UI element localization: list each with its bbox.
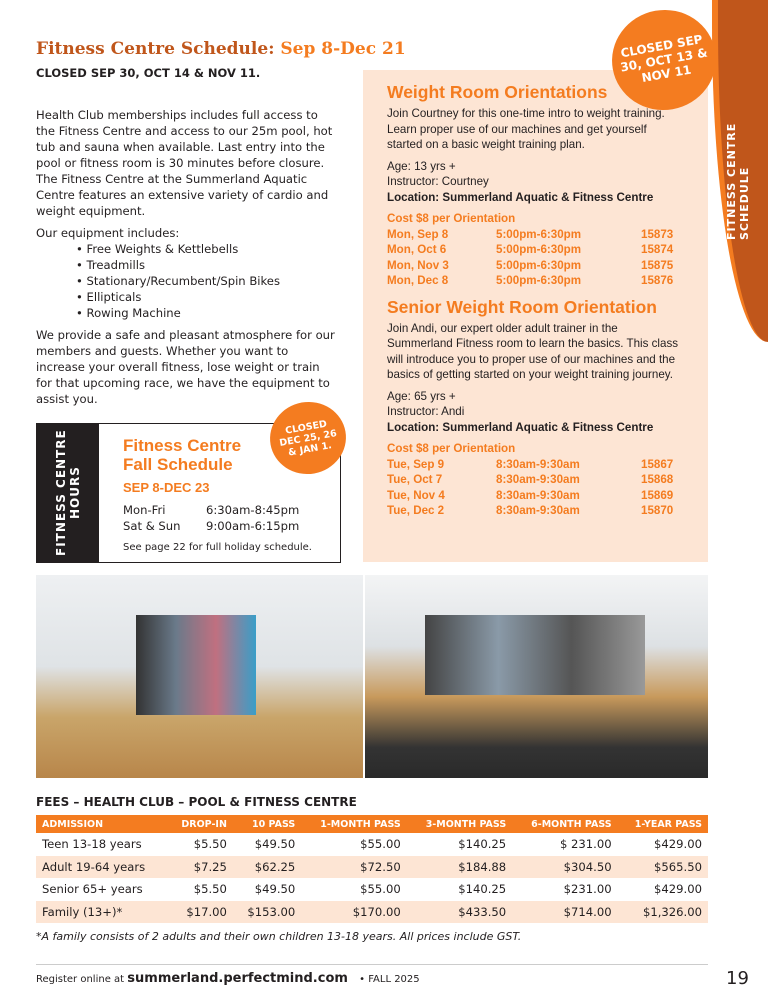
session-row [387,242,684,258]
hours-row [123,502,312,518]
session-date: Tue, Nov 4 [387,488,445,502]
senior-sessions [387,457,684,519]
senior-desc: Join Andi, our expert older adult trainer in the Summerland Fitness room to learn the basics. This class will introduce you to proper use of our machines and the basics of getting started on your weight training journey. [387,321,679,381]
instructor: Instructor: Andi [387,405,465,418]
list-item: • Free Weights & Kettlebells [76,241,336,257]
table-cell: $17.00 [167,901,233,924]
list-item: • Treadmills [76,257,336,273]
session-time: 8:30am-9:30am [496,457,580,471]
table-cell: $170.00 [301,901,406,924]
course-code: 15870 [641,504,674,517]
holiday-badge: CLOSED DEC 25, 26 & JAN 1. [264,396,351,480]
session-date: Tue, Dec 2 [387,504,445,517]
page-title [36,39,406,59]
table-cell: $184.88 [407,856,512,879]
intro-p1: Health Club memberships includes full access to the Fitness Centre and access to our 25m pool, hot tub and sauna when available. Last entry into the pool or fitness room is 30 minutes before closure. [36,108,333,170]
closed-badge: CLOSED SEP 30, OCT 13 & NOV 11 [604,2,724,119]
table-row [36,833,708,856]
weight-room-sessions [387,227,684,289]
table-row [36,878,708,901]
senior-title: Senior Weight Room Orientation [387,296,657,317]
column-header: 6-MONTH PASS [512,815,617,833]
session-row [387,472,684,488]
session-date: Mon, Oct 6 [387,243,447,256]
course-code: 15873 [641,227,674,241]
table-cell: $49.50 [254,837,296,852]
instructor: Instructor: Courtney [387,175,489,188]
column-header: 3-MONTH PASS [407,815,512,833]
table-cell: $714.00 [512,901,617,924]
session-row [387,258,684,274]
table-cell: $140.25 [458,837,507,852]
course-code: 15876 [641,274,674,287]
holiday-note: See page 22 for full holiday schedule. [123,542,312,553]
session-date: Tue, Oct 7 [387,473,443,486]
table-cell: $5.50 [193,837,227,852]
table-cell: Senior 65+ years [42,882,143,897]
time: 6:30am-8:45pm [206,503,300,517]
session-row [387,227,684,243]
table-cell: $49.50 [254,882,296,897]
table-row [36,856,708,879]
days: Mon-Fri [123,503,166,517]
cost: Cost $8 per Orientation [387,212,516,225]
column-header: 1-YEAR PASS [618,815,708,833]
course-code: 15867 [641,457,674,471]
equipment-label: Our equipment includes: [36,226,180,240]
session-date: Mon, Dec 8 [387,274,449,287]
table-cell: $429.00 [654,837,702,852]
orientation-panel [363,70,708,562]
session-time: 5:00pm-6:30pm [496,227,582,241]
table-cell: $62.25 [233,856,301,879]
table-cell: $433.50 [407,901,512,924]
column-header: 10 PASS [233,815,301,833]
course-code: 15869 [641,488,674,502]
time: 9:00am-6:15pm [206,519,300,533]
register-link[interactable]: summerland.perfectmind.com [127,971,348,986]
session-row [387,273,684,289]
closed-dates: CLOSED SEP 30, OCT 14 & NOV 11. [36,66,261,80]
table-cell: Teen 13-18 years [42,837,142,852]
page-title-dates: Sep 8-Dec 21 [280,39,406,59]
table-cell: $429.00 [654,882,702,897]
table-cell: Adult 19-64 years [36,856,167,879]
hours-title: Fitness Centre Fall Schedule [123,436,242,474]
season: • FALL 2025 [359,974,420,985]
weight-room-desc: Join Courtney for this one-time intro to weight training. Learn proper use of our machines and get yourself started on a basic weight training plan. [387,107,665,151]
column-header: DROP-IN [167,815,233,833]
location: Location: Summerland Aquatic & Fitness Centre [387,420,654,434]
hours-row [123,518,312,534]
page-number: 19 [726,968,749,989]
course-code: 15874 [641,243,674,256]
table-cell: $7.25 [167,856,233,879]
cost: Cost $8 per Orientation [387,442,516,455]
footer [36,964,708,986]
fitness-photo-machines [365,575,708,778]
intro-p2: The Fitness Centre at the Summerland Aquatic Centre features an extensive variety of cardio and weight equipment. [36,172,329,218]
table-cell: $55.00 [360,882,401,897]
session-row [387,503,684,519]
list-item: • Ellipticals [76,289,336,305]
table-cell: $1,326.00 [618,901,708,924]
fees-note: *A family consists of 2 adults and their own children 13-18 years. All prices include GST. [36,930,522,943]
fees-table [36,815,708,923]
session-date: Mon, Sep 8 [387,227,449,241]
session-date: Mon, Nov 3 [387,258,449,272]
weight-room-title: Weight Room Orientations [387,82,608,102]
session-time: 8:30am-9:30am [496,488,580,502]
session-time: 5:00pm-6:30pm [496,243,582,256]
session-time: 5:00pm-6:30pm [496,274,582,287]
session-row [387,488,684,504]
hours-dates: SEP 8-DEC 23 [123,480,210,495]
session-time: 8:30am-9:30am [496,473,580,486]
side-band-label: FITNESS CENTRE SCHEDULE [725,122,751,240]
table-cell: $565.50 [618,856,708,879]
session-date: Tue, Sep 9 [387,457,445,471]
intro [36,107,336,413]
table-cell: $ 231.00 [559,837,612,852]
age: Age: 13 yrs + [387,159,456,173]
intro-p3: We provide a safe and pleasant atmosphere for our members and guests. Whether you want to increase your overall fitness, lose weight or train for that upcoming race, we have the equipment to assist you. [36,328,335,406]
session-time: 8:30am-9:30am [496,504,580,517]
page-title-text: Fitness Centre Schedule: [36,39,275,59]
table-cell: $55.00 [360,837,401,852]
weights-rack [136,615,256,715]
location: Location: Summerland Aquatic & Fitness Centre [387,190,654,204]
machines [425,615,645,695]
course-code: 15868 [641,473,674,486]
fees-title: FEES – HEALTH CLUB – POOL & FITNESS CENTRE [36,795,357,809]
course-code: 15875 [641,258,674,272]
table-cell: $153.00 [233,901,301,924]
table-cell: $5.50 [193,882,227,897]
equipment-list [36,241,336,321]
session-row [387,457,684,473]
list-item: • Rowing Machine [76,305,336,321]
table-cell: Family (13+)* [36,901,167,924]
age: Age: 65 yrs + [387,389,456,403]
column-header: 1-MONTH PASS [301,815,406,833]
session-time: 5:00pm-6:30pm [496,258,582,272]
table-cell: $231.00 [563,882,612,897]
table-cell: $140.25 [458,882,507,897]
fitness-photo-weights [36,575,363,778]
table-cell: $72.50 [301,856,406,879]
register-text: Register online at [36,974,125,985]
list-item: • Stationary/Recumbent/Spin Bikes [76,273,336,289]
days: Sat & Sun [123,519,181,533]
table-row [36,901,708,924]
column-header: ADMISSION [36,815,167,833]
table-cell: $304.50 [512,856,617,879]
hours-side-label: FITNESS CENTRE HOURS [37,424,99,562]
